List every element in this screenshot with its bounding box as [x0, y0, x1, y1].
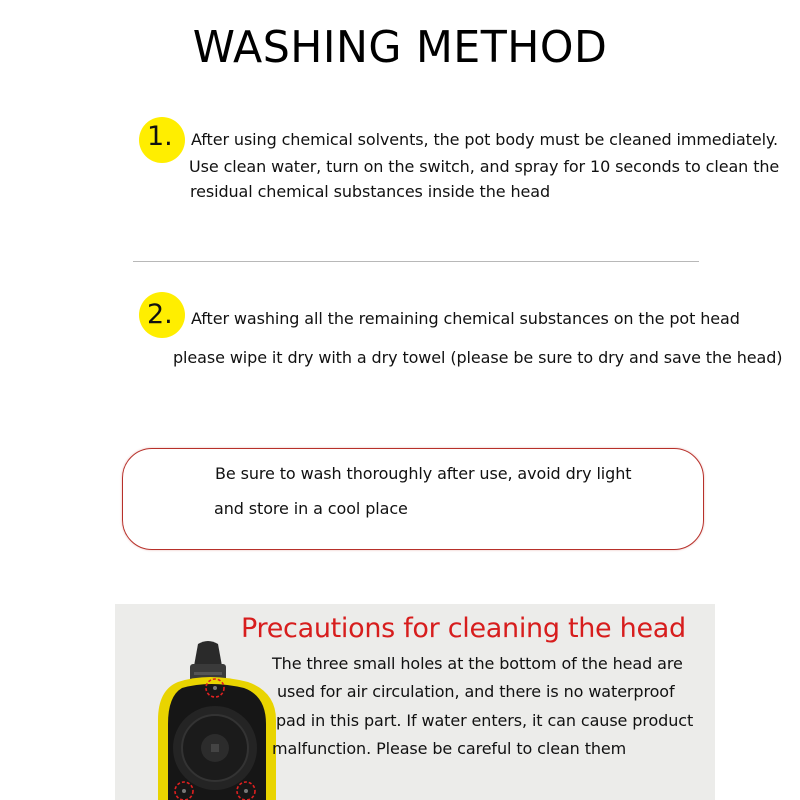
step-2-number: 2. — [147, 299, 173, 330]
step-1-number: 1. — [147, 121, 173, 152]
precautions-line-4: malfunction. Please be careful to clean them — [272, 739, 627, 758]
precautions-line-3: pad in this part. If water enters, it can cause product — [276, 711, 694, 730]
step-1-line-1: After using chemical solvents, the pot body must be cleaned immediately. — [191, 130, 778, 149]
storage-note-line-1: Be sure to wash thoroughly after use, avoid dry light — [215, 464, 632, 483]
page-title: WASHING METHOD — [192, 22, 608, 73]
step-1-line-3: residual chemical substances inside the head — [190, 182, 551, 201]
section-divider — [133, 261, 699, 262]
precautions-line-1: The three small holes at the bottom of the head are — [272, 654, 683, 673]
step-2-line-2: please wipe it dry with a dry towel (please be sure to dry and save the head) — [173, 348, 783, 367]
step-2-line-1: After washing all the remaining chemical substances on the pot head — [191, 309, 740, 328]
step-1-line-2: Use clean water, turn on the switch, and spray for 10 seconds to clean the — [189, 157, 780, 176]
precautions-line-2: used for air circulation, and there is no waterproof — [277, 682, 675, 701]
sprayer-head-bottom-icon — [150, 636, 280, 800]
precautions-heading: Precautions for cleaning the head — [241, 613, 686, 644]
storage-note-line-2: and store in a cool place — [214, 499, 408, 518]
